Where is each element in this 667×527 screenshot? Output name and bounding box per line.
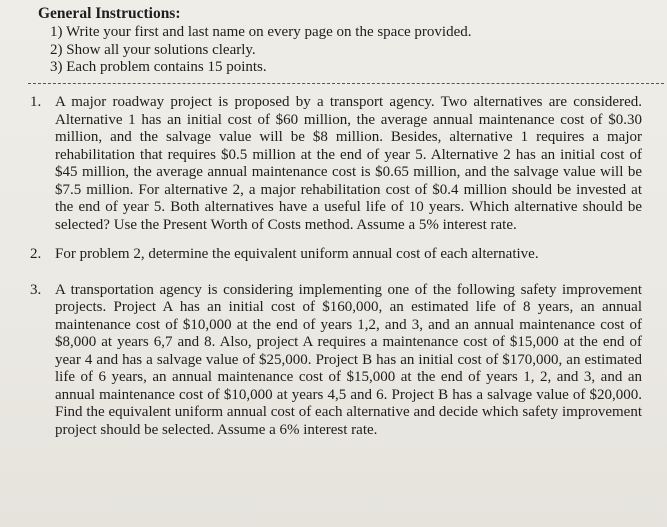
instructions-title: General Instructions: [38, 5, 181, 22]
problem-3-number: 3. [30, 281, 42, 298]
instruction-item-2: 2) Show all your solutions clearly. [50, 41, 256, 58]
problem-1-text: A major roadway project is proposed by a transport agency. Two alternatives are considered. Alternative 1 has an initial cost of $60 million, the average annual maintenance cost of $0.30 million, and the salvage value will be $8 million. Besides, alternative 1 requires a major rehabilitation that requires $0.5 million at the end of year 5. Alternative 2 has an initial cost of $45 million, the average annual maintenance cost is $0.65 million, and the salvage value will be $7.5 million. For alternative 2, a major rehabilitation cost of $0.4 million should be invested at the end of year 5. Both alternatives have a useful life of 10 years. Which alternative should be selected? Use the Present Worth of Costs method. Assume a 5% interest rate. [55, 94, 642, 233]
instructions-list [38, 24, 648, 77]
problem-2-text: For problem 2, determine the equivalent uniform annual cost of each alternative. [55, 246, 539, 262]
problem-2 [30, 246, 642, 264]
problem-1-number: 1. [30, 94, 42, 110]
instruction-item-1: 1) Write your first and last name on every page on the space provided. [50, 24, 472, 40]
problem-3 [30, 282, 642, 440]
problem-2-number: 2. [30, 246, 42, 262]
general-instructions [38, 4, 648, 77]
problem-1 [30, 94, 642, 234]
instruction-item-3: 3) Each problem contains 15 points. [50, 59, 267, 75]
problem-list [30, 91, 642, 439]
dashed-divider [28, 83, 664, 84]
problem-3-text: A transportation agency is considering implementing one of the following safety improvement projects. Project A has an initial cost of $160,000, an estimated life of 8 years, an annual maintenance cost of $10,000 at the end of years 1,2, and 3, and an annual maintenance cost of $8,000 at years 6,7 and 8. Also, project A requires a maintenance cost of $15,000 at the end of year 4 and has a salvage value of $25,000. Project B has an initial cost of $170,000, an estimated life of 6 years, an annual maintenance cost of $15,000 at the end of years 1, 2, and 3, and an annual maintenance cost of $10,000 at years 4,5 and 6. Project B has a salvage value of $20,000. Find the equivalent uniform annual cost of each alternative and decide which safety improvement project should be selected. Assume a 6% interest rate. [55, 281, 642, 438]
